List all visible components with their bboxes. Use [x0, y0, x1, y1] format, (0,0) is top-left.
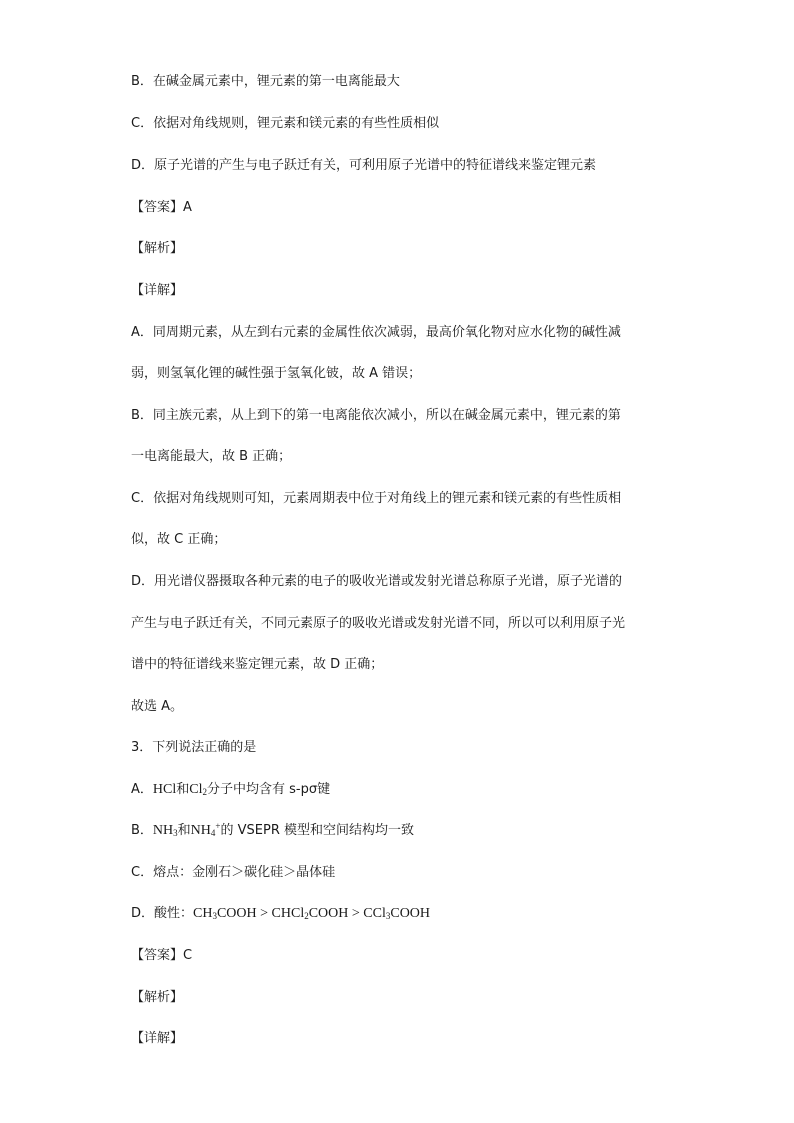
option-d-line: D．原子光谱的产生与电子跃迁有关，可利用原子光谱中的特征谱线来鉴定锂元素 [131, 158, 597, 173]
formula-part: COOH > CCl [308, 906, 386, 921]
explanation-b-line-1: B．同主族元素，从上到下的第一电离能依次减小，所以在碱金属元素中，锂元素的第 [131, 408, 621, 423]
formula-part: COOH [390, 906, 431, 921]
formula-ccl3-subscript: 3 [385, 911, 391, 921]
formula-ch3-subscript: 3 [212, 911, 217, 921]
explanation-c-line-1: C．依据对角线规则可知，元素周期表中位于对角线上的锂元素和镁元素的有些性质相 [131, 491, 622, 506]
detail-label: 【详解】 [131, 283, 184, 298]
option-c-line: C．依据对角线规则，锂元素和镁元素的有些性质相似 [131, 116, 440, 131]
acidity-formula [193, 906, 430, 921]
explanation-a-line-1: A．同周期元素，从左到右元素的金属性依次减弱，最高价氧化物对应水化物的碱性减 [131, 325, 621, 340]
formula-chcl2-subscript: 2 [304, 911, 309, 921]
formula-hcl: HCl [152, 782, 177, 797]
option-a-text: 分子中均含有 s-pσ键 [207, 782, 331, 797]
formula-nh3: NH [152, 823, 174, 838]
explanation-c-line-2: 似，故 C 正确； [131, 532, 227, 547]
formula-nh3-subscript: 3 [173, 828, 178, 838]
explanation-d-line-3: 谱中的特征谱线来鉴定锂元素，故 D 正确； [131, 657, 384, 672]
explanation-a-line-2: 弱，则氢氧化锂的碱性强于氢氧化铍，故 A 错误； [131, 366, 422, 381]
formula-nh4: NH [190, 823, 211, 838]
formula-nh4-subscript: 4 [210, 828, 216, 838]
question-3-option-c: C．熔点：金刚石＞碳化硅＞晶体硅 [131, 865, 336, 880]
conjunction: 和 [177, 823, 191, 838]
answer-label-2: 【答案】C [131, 948, 193, 963]
detail-label-2: 【详解】 [131, 1031, 184, 1046]
analysis-label: 【解析】 [131, 241, 184, 256]
formula-ch3: CH [193, 906, 213, 921]
analysis-label-2: 【解析】 [131, 990, 184, 1005]
explanation-d-line-2: 产生与电子跃迁有关，不同元素原子的吸收光谱或发射光谱不同，所以可以利用原子光 [131, 616, 626, 631]
conjunction: 和 [176, 782, 190, 797]
formula-nh4-charge: + [215, 821, 221, 831]
conclusion-line: 故选 A。 [131, 699, 184, 714]
question-3-option-a [131, 781, 330, 799]
formula-cl: Cl [189, 782, 203, 797]
option-b-prefix: B． [131, 823, 153, 838]
question-3-stem: 3．下列说法正确的是 [131, 740, 257, 755]
option-a-prefix: A． [131, 782, 153, 797]
question-3-option-b [131, 822, 414, 840]
explanation-d-line-1: D．用光谱仪器摄取各种元素的电子的吸收光谱或发射光谱总称原子光谱，原子光谱的 [131, 574, 623, 589]
formula-cl-subscript: 2 [202, 787, 207, 797]
formula-part: COOH > CHCl [216, 906, 305, 921]
option-d-prefix: D．酸性： [131, 906, 194, 921]
answer-label: 【答案】A [131, 200, 192, 215]
option-b-line: B．在碱金属元素中，锂元素的第一电离能最大 [131, 74, 400, 89]
explanation-b-line-2: 一电离能最大，故 B 正确； [131, 449, 292, 464]
option-b-text: 的 VSEPR 模型和空间结构均一致 [220, 823, 414, 838]
question-3-option-d [131, 905, 430, 923]
